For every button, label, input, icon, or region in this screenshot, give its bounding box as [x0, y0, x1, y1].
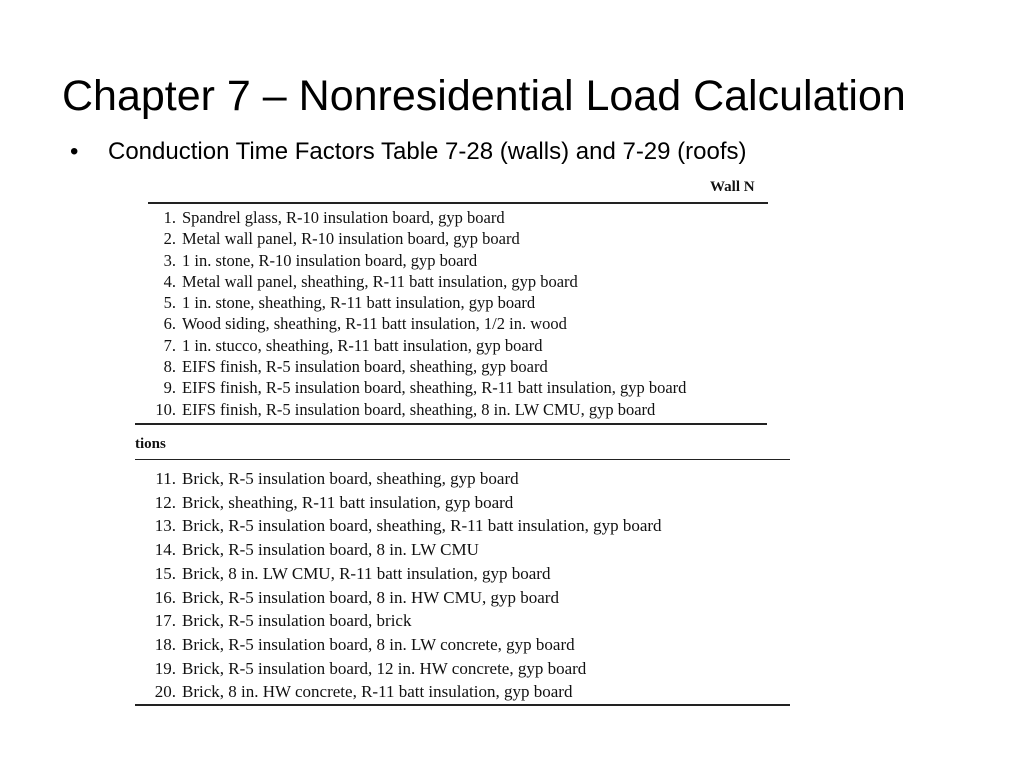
wall-type-number: 3.: [163, 250, 176, 270]
wall-type-item: [142, 609, 662, 633]
wall-type-item: [150, 335, 686, 356]
section-label-fragment: tions: [135, 436, 166, 452]
wall-type-item: [150, 399, 686, 420]
top-rule: [148, 202, 768, 204]
section-rule: [135, 459, 790, 460]
wall-type-description: Brick, R-5 insulation board, 8 in. LW concrete, gyp board: [182, 634, 575, 654]
wall-type-description: Brick, R-5 insulation board, 8 in. LW CMU: [182, 540, 479, 560]
bottom-rule: [135, 704, 790, 706]
wall-type-description: Wood siding, sheathing, R-11 batt insulation, 1/2 in. wood: [182, 314, 567, 334]
wall-type-item: [142, 680, 662, 704]
wall-type-item: [142, 562, 662, 586]
wall-type-description: Metal wall panel, R-10 insulation board, gyp board: [182, 229, 520, 249]
wall-type-number: 16.: [154, 587, 176, 607]
bullet-item: [70, 136, 747, 168]
wall-type-number: 5.: [163, 293, 176, 313]
bullet-text: Conduction Time Factors Table 7-28 (walls) and 7-29 (roofs): [108, 138, 747, 165]
wall-type-number: 1.: [163, 208, 176, 227]
wall-type-description: Spandrel glass, R-10 insulation board, gyp board: [182, 208, 505, 227]
wall-type-item: [150, 271, 686, 292]
wall-type-item: [142, 467, 662, 491]
wall-type-number: 11.: [155, 469, 176, 488]
wall-type-number: 7.: [163, 335, 176, 355]
wall-type-number: 2.: [163, 229, 176, 249]
wall-type-item: [142, 514, 662, 538]
wall-type-description: Brick, 8 in. LW CMU, R-11 batt insulation, gyp board: [182, 563, 551, 583]
wall-type-number: 4.: [163, 271, 176, 291]
wall-type-description: Brick, 8 in. HW concrete, R-11 batt insulation, gyp board: [182, 682, 573, 702]
wall-type-number: 6.: [163, 314, 176, 334]
wall-type-description: Brick, R-5 insulation board, 8 in. HW CMU, gyp board: [182, 587, 559, 607]
wall-type-item: [150, 228, 686, 249]
wall-type-description: EIFS finish, R-5 insulation board, sheathing, R-11 batt insulation, gyp board: [182, 378, 687, 398]
wall-type-number: 8.: [163, 357, 176, 377]
wall-type-description: Brick, R-5 insulation board, 12 in. HW concrete, gyp board: [182, 658, 587, 678]
wall-type-number: 13.: [154, 516, 176, 536]
wall-type-item: [142, 586, 662, 610]
wall-type-number: 12.: [154, 492, 176, 512]
wall-type-item: [150, 377, 686, 398]
wall-type-description: EIFS finish, R-5 insulation board, sheathing, gyp board: [182, 357, 548, 377]
wall-type-number: 18.: [154, 634, 176, 654]
slide-title: Chapter 7 – Nonresidential Load Calculation: [62, 72, 906, 120]
wall-type-number: 19.: [154, 658, 176, 678]
wall-type-number: 14.: [154, 540, 176, 560]
wall-type-description: Metal wall panel, sheathing, R-11 batt insulation, gyp board: [182, 271, 578, 291]
wall-type-number: 10.: [155, 399, 176, 419]
wall-type-description: Brick, R-5 insulation board, brick: [182, 611, 412, 631]
wall-type-description: Brick, R-5 insulation board, sheathing, gyp board: [182, 469, 519, 488]
wall-type-number: 9.: [163, 378, 176, 398]
wall-type-item: [150, 356, 686, 377]
wall-type-description: 1 in. stone, R-10 insulation board, gyp board: [182, 250, 478, 270]
wall-type-description: Brick, sheathing, R-11 batt insulation, gyp board: [182, 492, 514, 512]
wall-type-description: 1 in. stone, sheathing, R-11 batt insulation, gyp board: [182, 293, 536, 313]
table-header-fragment: Wall N: [710, 179, 755, 195]
wall-list-group-a: [150, 207, 686, 420]
wall-type-number: 20.: [154, 682, 176, 702]
wall-type-number: 15.: [154, 563, 176, 583]
wall-type-item: [150, 250, 686, 271]
wall-type-description: EIFS finish, R-5 insulation board, sheathing, 8 in. LW CMU, gyp board: [182, 399, 656, 419]
bullet-symbol: •: [70, 138, 79, 165]
wall-type-description: Brick, R-5 insulation board, sheathing, R-11 batt insulation, gyp board: [182, 516, 662, 536]
wall-type-item: [142, 633, 662, 657]
wall-type-item: [150, 313, 686, 334]
wall-type-item: [150, 292, 686, 313]
wall-list-group-b: [142, 467, 662, 704]
wall-type-item: [142, 538, 662, 562]
wall-type-description: 1 in. stucco, sheathing, R-11 batt insulation, gyp board: [182, 335, 543, 355]
scanned-table-image: [130, 170, 800, 715]
wall-type-item: [150, 207, 686, 228]
middle-rule: [135, 423, 767, 425]
wall-type-number: 17.: [154, 611, 176, 631]
wall-type-item: [142, 491, 662, 515]
wall-type-item: [142, 657, 662, 681]
